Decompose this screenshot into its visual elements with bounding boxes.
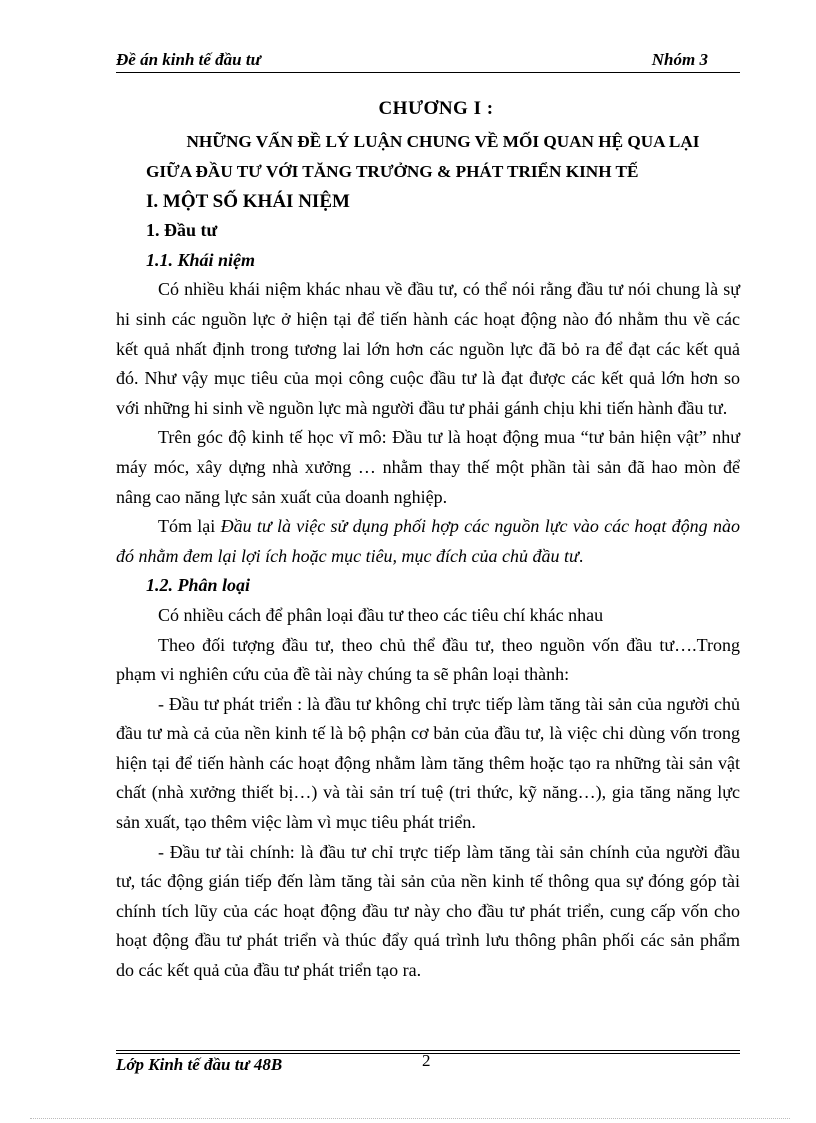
paragraph-financial-investment: - Đầu tư tài chính: là đầu tư chỉ trực tiếp làm tăng tài sản chính của người đầu tư, tác động gián tiếp đến làm tăng tài sản của nền kinh tế thông qua sự đóng góp tài chính tích lũy của các hoạt động đầu tư này cho đầu tư phát triển, cung cấp vốn cho hoạt động đầu tư phát triển và thúc đẩy quá trình lưu thông phân phối các sản phẩm do các kết quả của đầu tư phát triển tạo ra. — [116, 841, 740, 981]
paragraph-development-investment: - Đầu tư phát triển : là đầu tư không chỉ trực tiếp làm tăng tài sản của người chủ đầu tư mà cả của nền kinh tế là bộ phận cơ bản của đầu tư, là việc chi dùng vốn trong hiện tại để tiến hành các hoạt động nhằm làm tăng thêm hoặc tạo ra những tài sản vật chất (nhà xưởng thiết bị…) và tài sản trí tuệ (tri thức, kỹ năng…), gia tăng năng lực sản xuất, tạo thêm việc làm vì mục tiêu phát triển. — [116, 693, 740, 833]
subsubsection-heading-classification: 1.2. Phân loại — [146, 575, 251, 596]
chapter-subtitle-line-2: GIỮA ĐẦU TƯ VỚI TĂNG TRƯỞNG & PHÁT TRIỂN KINH TẾ — [146, 161, 639, 181]
header-title: Đề án kinh tế đầu tư — [116, 50, 261, 69]
subsection-heading: 1. Đầu tư — [146, 220, 218, 241]
paragraph: Có nhiều khái niệm khác nhau về đầu tư, có thể nói rằng đầu tư nói chung là sự hi sinh các nguồn lực ở hiện tại để tiến hành các hoạt động nào đó nhằm thu về các kết quả nhất định trong tương lai lớn hơn các nguồn lực đã bỏ ra để đạt các kết quả đó. Như vậy mục tiêu của mọi công cuộc đầu tư là đạt được các kết quả lớn hơn so với những hi sinh về nguồn lực mà người đầu tư phải gánh chịu khi tiến hành đầu tư. — [116, 279, 740, 418]
header-group: Nhóm 3 — [651, 50, 708, 69]
page-edge-divider — [30, 1118, 790, 1119]
page-body — [116, 94, 740, 986]
subsubsection-heading-concept: 1.1. Khái niệm — [146, 249, 256, 270]
chapter-subtitle-line-1: NHỮNG VẤN ĐỀ LÝ LUẬN CHUNG VỀ MỐI QUAN HỆ QUA LẠI — [186, 131, 700, 151]
section-heading: I. MỘT SỐ KHÁI NIỆM — [146, 190, 350, 212]
summary-lead: Tóm lại — [158, 516, 221, 537]
paragraph: Trên góc độ kinh tế học vĩ mô: Đầu tư là hoạt động mua “tư bản hiện vật” như máy móc, xây dựng nhà xưởng … nhằm thay thế một phần tài sản đã hao mòn để nâng cao năng lực sản xuất của doanh nghiệp. — [116, 427, 740, 507]
paragraph: Theo đối tượng đầu tư, theo chủ thể đầu tư, theo nguồn vốn đầu tư….Trong phạm vi nghiên cứu của đề tài này chúng ta sẽ phân loại thành: — [116, 634, 740, 685]
chapter-title: CHƯƠNG I : — [378, 98, 494, 119]
summary-definition: Đầu tư là việc sử dụng phối hợp các nguồn lực vào các hoạt động nào đó nhằm đem lại lợi ích hoặc mục tiêu, mục đích của chủ đầu tư — [116, 516, 740, 566]
footer-class-name: Lớp Kinh tế đầu tư 48B — [116, 1055, 283, 1074]
summary-end: . — [578, 545, 584, 566]
page-number: 2 — [422, 1051, 431, 1070]
paragraph-summary — [116, 512, 740, 571]
header-rule — [116, 72, 740, 73]
paragraph: Có nhiều cách để phân loại đầu tư theo các tiêu chí khác nhau — [158, 604, 604, 625]
